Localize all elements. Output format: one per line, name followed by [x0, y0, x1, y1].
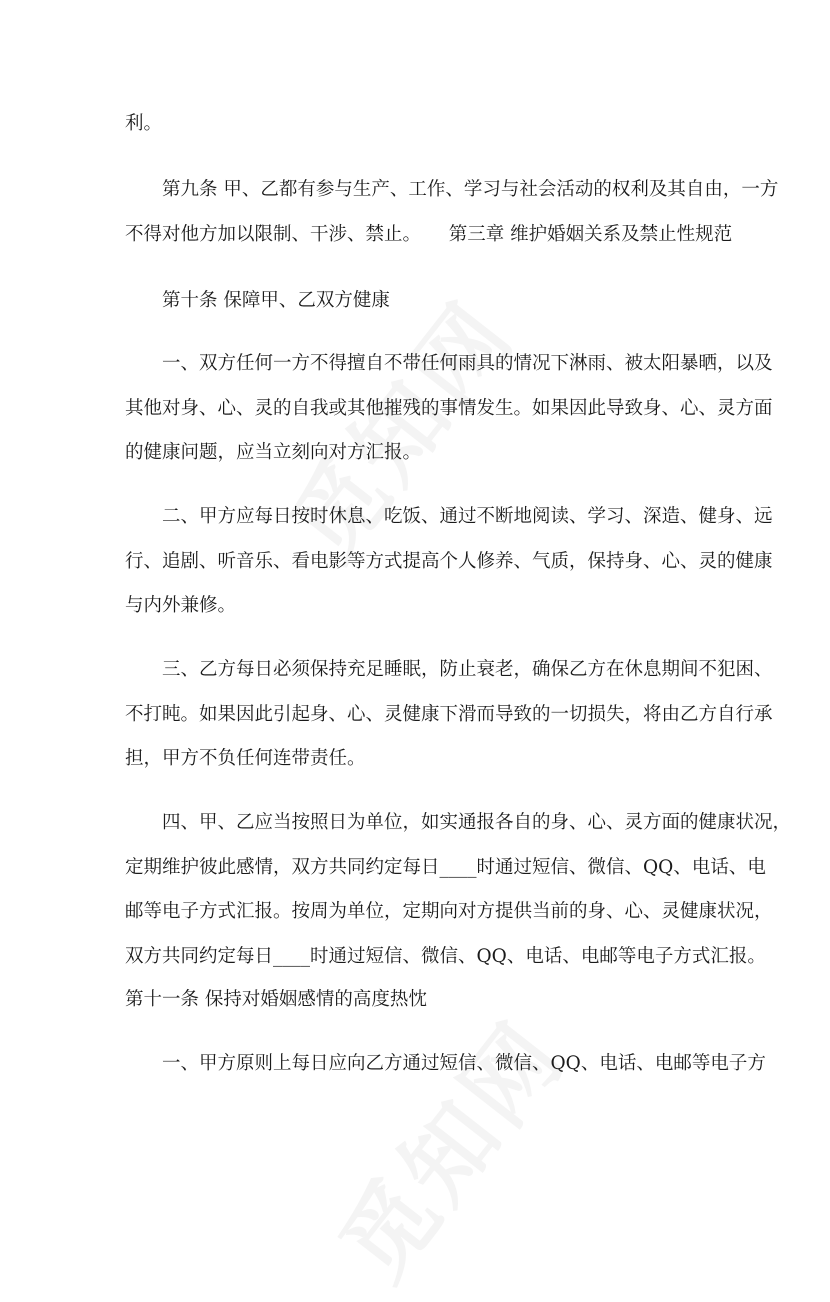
text-line: 二、甲方应每日按时休息、吃饭、通过不断地阅读、学习、深造、健身、远 [125, 506, 773, 527]
text-line: 定期维护彼此感情，双方共同约定每日____时通过短信、微信、QQ、电话、电 [125, 857, 766, 878]
watermark [304, 990, 589, 1302]
watermark [254, 270, 539, 583]
text-line: 双方共同约定每日____时通过短信、微信、QQ、电话、电邮等电子方式汇报。 [125, 946, 766, 967]
text-line: 利。 [125, 113, 163, 134]
text-line: 担，甲方不负任何连带责任。 [125, 748, 366, 769]
text-line: 一、甲方原则上每日应向乙方通过短信、微信、QQ、电话、电邮等电子方 [125, 1053, 766, 1074]
text-line: 第十条 保障甲、乙双方健康 [125, 290, 390, 311]
text-line: 三、乙方每日必须保持充足睡眠，防止衰老，确保乙方在休息期间不犯困、 [125, 659, 773, 680]
text-line: 不打盹。如果因此引起身、心、灵健康下滑而导致的一切损失，将由乙方自行承 [125, 704, 773, 725]
text-line: 不得对他方加以限制、干涉、禁止。 第三章 维护婚姻关系及禁止性规范 [125, 224, 733, 245]
text-line: 行、追剧、听音乐、看电影等方式提高个人修养、气质，保持身、心、灵的健康 [125, 551, 773, 572]
text-line: 的健康问题，应当立刻向对方汇报。 [125, 442, 422, 463]
text-line: 一、双方任何一方不得擅自不带任何雨具的情况下淋雨、被太阳暴晒，以及 [125, 353, 773, 374]
text-line: 四、甲、乙应当按照日为单位，如实通报各自的身、心、灵方面的健康状况， [125, 812, 792, 833]
text-line: 其他对身、心、灵的自我或其他摧残的事情发生。如果因此导致身、心、灵方面 [125, 398, 773, 419]
text-line: 邮等电子方式汇报。按周为单位，定期向对方提供当前的身、心、灵健康状况， [125, 901, 773, 922]
text-line: 第十一条 保持对婚姻感情的高度热忱 [125, 989, 427, 1010]
text-line: 与内外兼修。 [125, 595, 237, 616]
text-line: 第九条 甲、乙都有参与生产、工作、学习与社会活动的权利及其自由，一方 [125, 179, 779, 200]
